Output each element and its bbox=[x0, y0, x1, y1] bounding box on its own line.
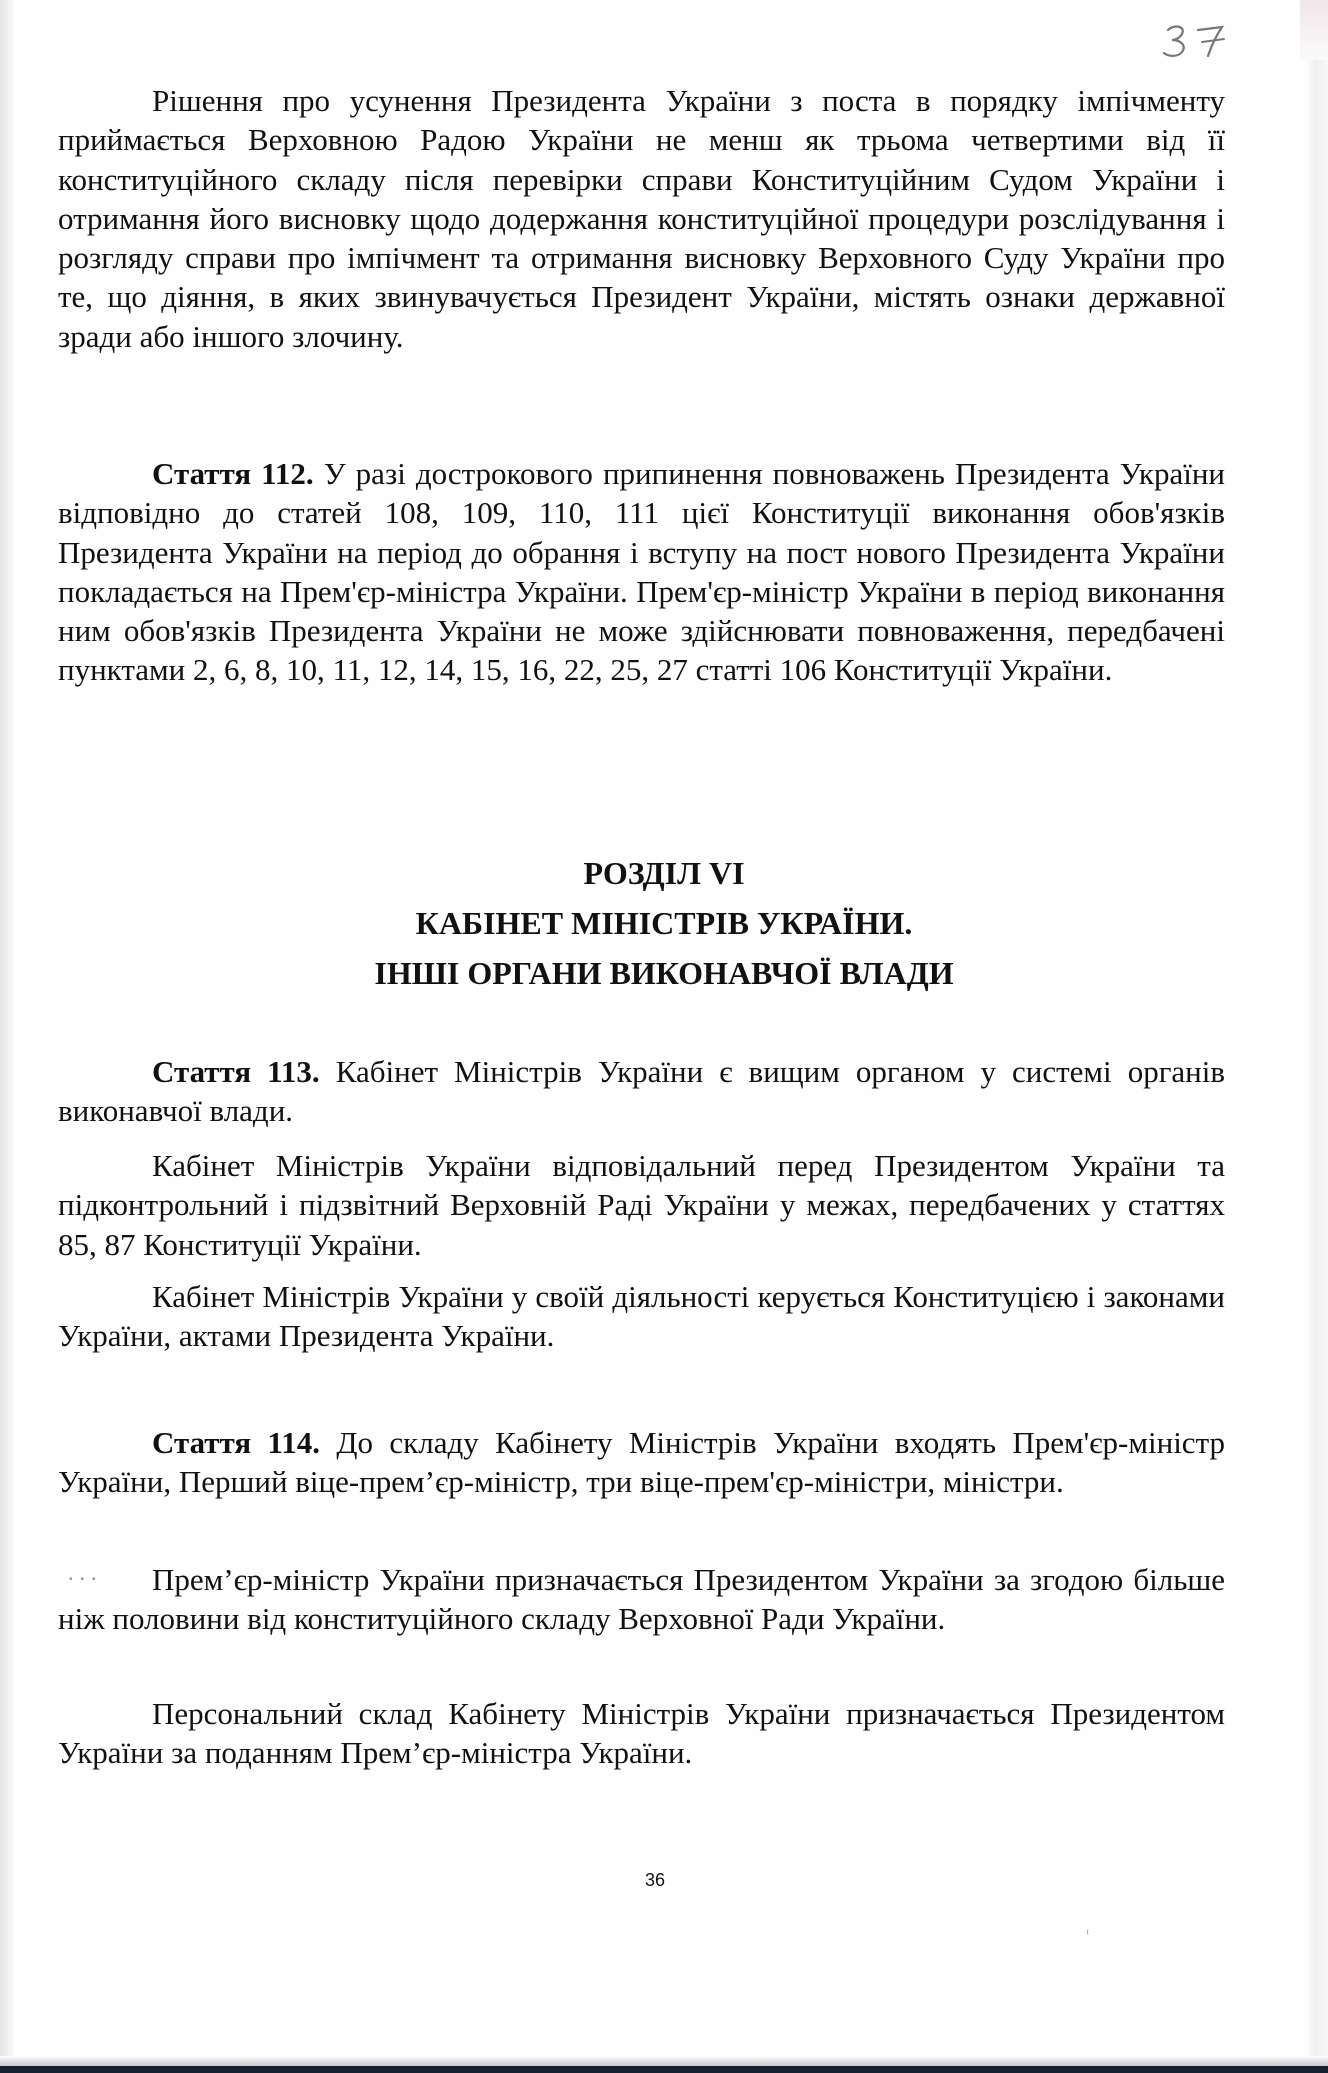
article-113-label: Стаття 113. bbox=[152, 1054, 320, 1089]
article-112 bbox=[58, 454, 1225, 690]
article-112-text: У разі дострокового припинення повноважень Президента України відповідно до статей 108, 109, 110, 111 цієї Конституції виконання обов'язків Президента України на період до обрання і вступу на пост нового Президента України покладається на Прем'єр-міністра України. Прем'єр-міністр України в період виконання ним обов'язків Президента України не може здійснювати повноваження, передбачені пунктами 2, 6, 8, 10, 11, 12, 14, 15, 16, 22, 25, 27 статті 106 Конституції України. bbox=[58, 456, 1225, 688]
article-112-label: Стаття 112. bbox=[152, 456, 314, 491]
handwritten-page-number bbox=[1160, 18, 1240, 62]
paragraph-impeachment: Рішення про усунення Президента України з поста в порядку імпічменту приймається Верховною Радою України не менш як трьома четвертими від її конституційного складу після перевірки справи Конституційним Судом України і отримання його висновку щодо додержання конституційної процедури розслідування і розгляду справи про імпічмент та отримання висновку Верховного Суду України про те, що діяння, в яких звинувачується Президент України, містять ознаки державної зради або іншого злочину. bbox=[58, 83, 1225, 354]
article-114 bbox=[58, 1423, 1225, 1502]
article-114-text: До складу Кабінету Міністрів України входять Прем'єр-міністр України, Перший віце-прем’єр-міністр, три віце-прем'єр-міністри, міністри. bbox=[58, 1425, 1225, 1500]
section-subtitle-2: ІНШІ ОРГАНИ ВИКОНАВЧОЇ ВЛАДИ bbox=[374, 955, 954, 991]
scan-corner-tint bbox=[1300, 0, 1328, 60]
article-113 bbox=[58, 1052, 1225, 1131]
scan-left-shadow bbox=[0, 0, 14, 2073]
article-114-paragraph-2: Прем’єр-міністр України призначається Президентом України за згодою більше ніж половини від конституційного складу Верховної Ради України. bbox=[58, 1562, 1225, 1637]
section-subtitle-1: КАБІНЕТ МІНІСТРІВ УКРАЇНИ. bbox=[415, 905, 913, 941]
scan-bottom-edge bbox=[0, 2066, 1328, 2073]
page-number: 36 bbox=[644, 1870, 666, 1890]
section-title: РОЗДІЛ VI bbox=[583, 855, 745, 891]
scan-dots: ... bbox=[68, 1560, 103, 1585]
article-113-paragraph-2: Кабінет Міністрів України відповідальний перед Президентом України та підконтрольний і підзвітний Верховній Раді України у межах, передбачених у статтях 85, 87 Конституції України. bbox=[58, 1148, 1225, 1262]
article-113-paragraph-3: Кабінет Міністрів України у своїй діяльності керується Конституцією і законами України, актами Президента України. bbox=[58, 1279, 1225, 1354]
article-114-label: Стаття 114. bbox=[152, 1425, 321, 1460]
scan-speck bbox=[1087, 1929, 1091, 1935]
article-114-paragraph-3: Персональний склад Кабінету Міністрів України призначається Президентом України за поданням Прем’єр-міністра України. bbox=[58, 1696, 1225, 1771]
article-113-text: Кабінет Міністрів України є вищим органом у системі органів виконавчої влади. bbox=[58, 1054, 1226, 1129]
scan-right-shadow bbox=[1306, 0, 1328, 2073]
